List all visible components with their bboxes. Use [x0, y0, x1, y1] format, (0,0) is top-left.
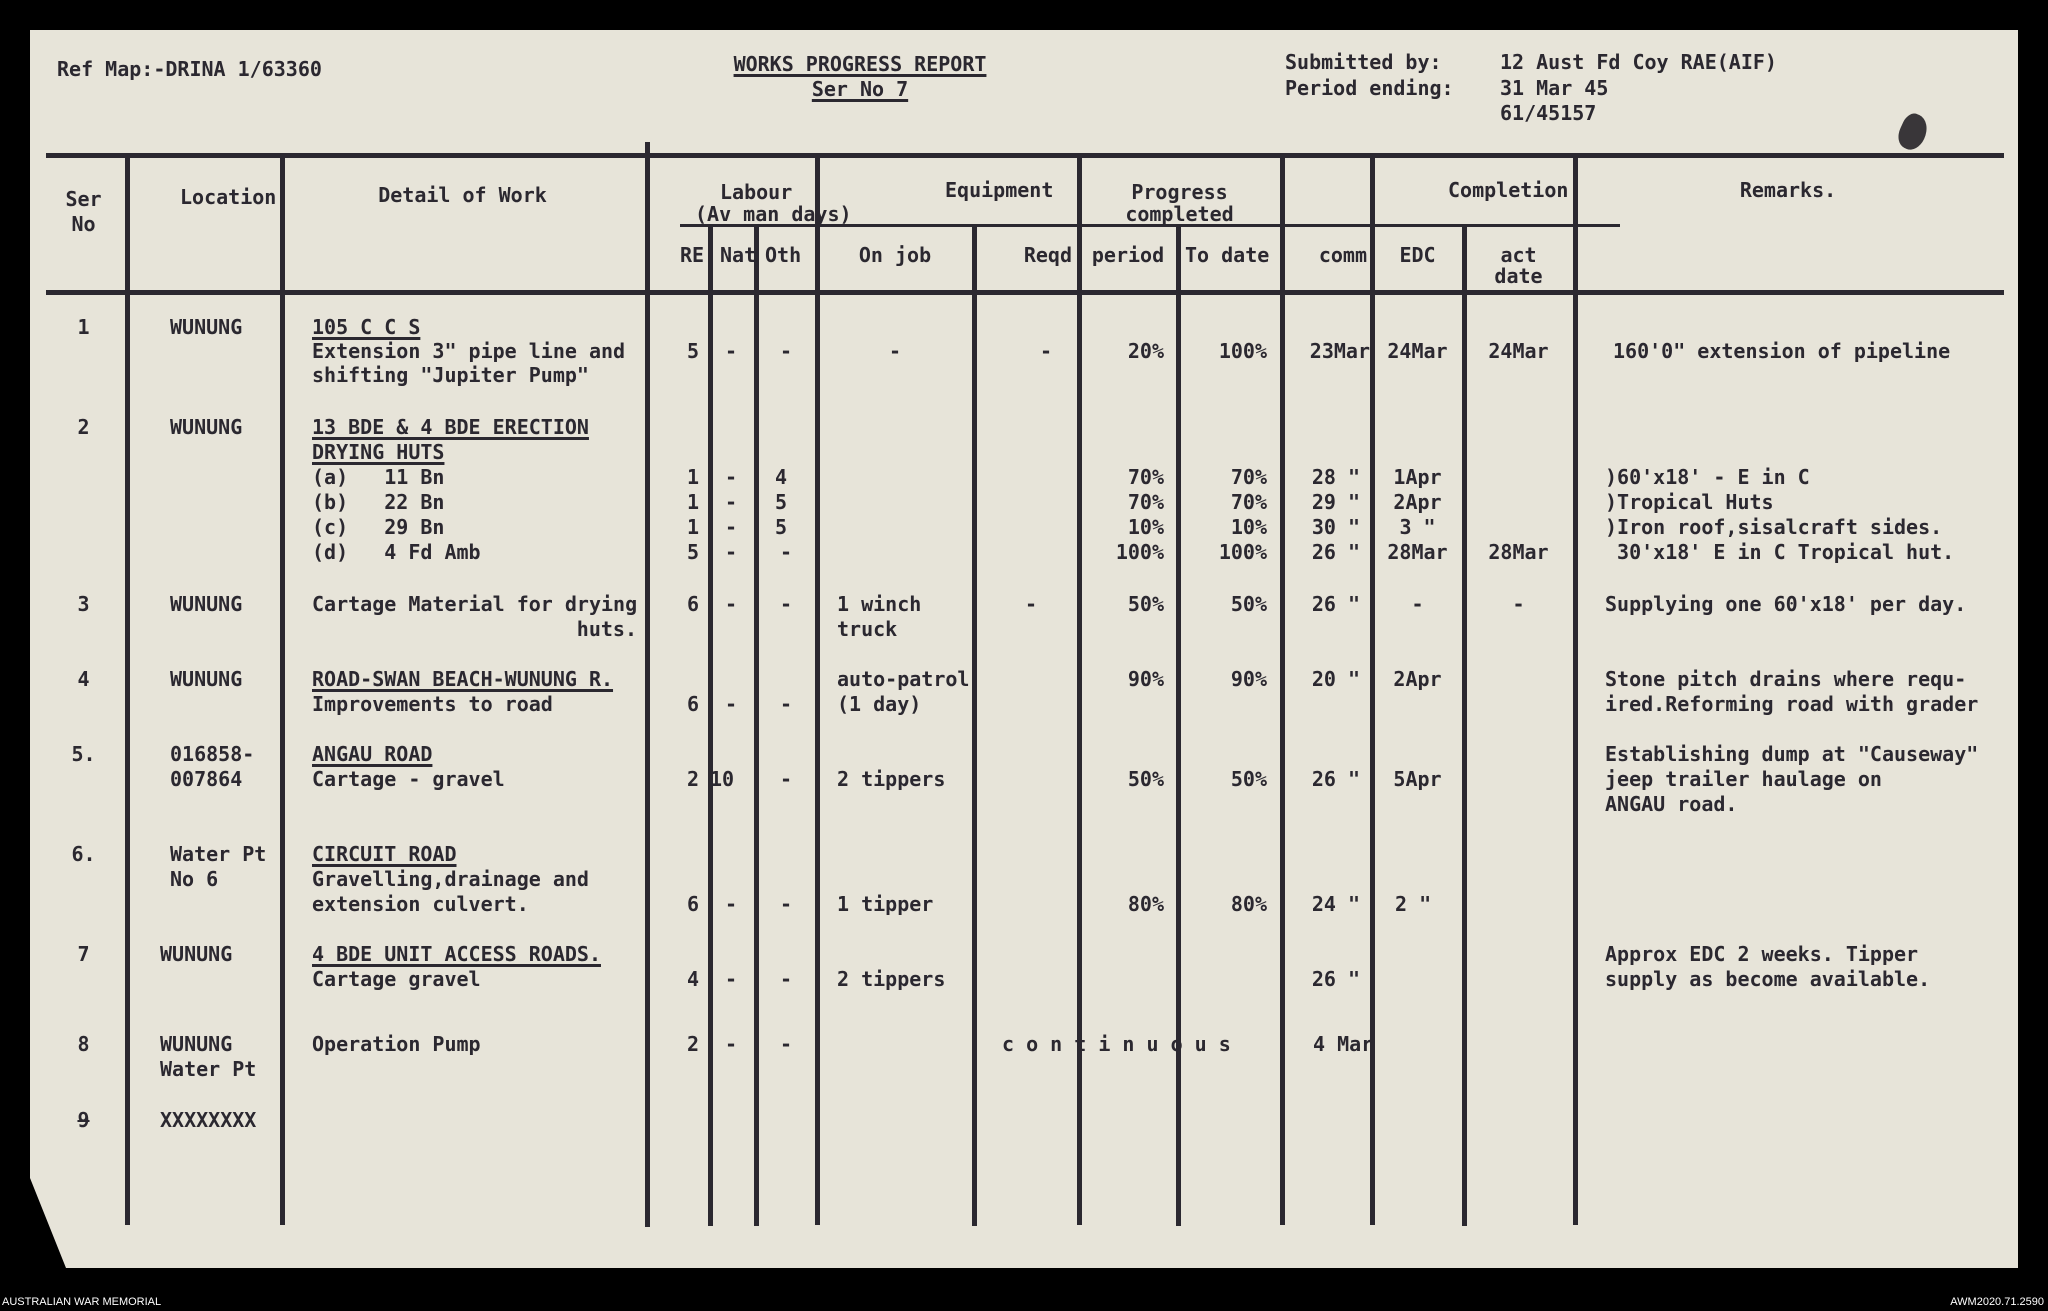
comm-value: 24 " — [1311, 892, 1360, 916]
todate-value: 50% — [1230, 767, 1267, 791]
period-value: 20% — [1127, 339, 1164, 363]
comm-value: 26 " — [1311, 592, 1360, 616]
comm-value: 23Mar — [1309, 339, 1370, 363]
col-period-header: period — [1091, 243, 1165, 267]
remark: ired.Reforming road with grader — [1605, 692, 1979, 716]
col-labour-header: (Av man days) — [695, 202, 852, 226]
detail-title: CIRCUIT ROAD — [312, 842, 457, 866]
col-rule — [280, 155, 285, 1225]
oth-value: - — [780, 339, 793, 363]
detail-line: Improvements to road — [312, 692, 553, 716]
col-rule — [754, 226, 759, 1226]
onjob-value: (1 day) — [837, 692, 922, 716]
col-completion-header: Completion — [1448, 178, 1569, 202]
oth-value: 5 — [775, 515, 788, 539]
ref-map: Ref Map:-DRINA 1/63360 — [57, 57, 322, 81]
detail-line: shifting "Jupiter Pump" — [312, 363, 589, 387]
remark: )60'x18' - E in C — [1605, 465, 1810, 489]
remark: )Tropical Huts — [1605, 490, 1774, 514]
location: WUNUNG — [160, 1032, 233, 1056]
onjob-value: - — [888, 339, 902, 363]
period-value: 100% — [1115, 540, 1164, 564]
todate-value: 10% — [1230, 515, 1267, 539]
nat-value: - — [725, 540, 738, 564]
todate-value: 70% — [1230, 490, 1267, 514]
oth-value: - — [780, 767, 793, 791]
detail-line: Operation Pump — [312, 1032, 481, 1056]
oth-value: - — [780, 892, 793, 916]
col-ser-header: No — [71, 212, 96, 236]
nat-value: - — [725, 339, 738, 363]
location: WUNUNG — [170, 315, 243, 339]
reqd-value: - — [1025, 592, 1038, 616]
remark: 160'0" extension of pipeline — [1613, 339, 1951, 363]
detail-line: Cartage Material for drying — [312, 592, 638, 616]
submitted-label: Submitted by: — [1285, 50, 1442, 74]
re-value: 2 — [687, 767, 700, 791]
location: Water Pt — [160, 1057, 257, 1081]
report-serial: Ser No 7 — [811, 77, 909, 101]
remark: Stone pitch drains where requ- — [1605, 667, 1967, 691]
oth-value: - — [780, 967, 793, 991]
location: 007864 — [170, 767, 243, 791]
col-rule — [645, 142, 650, 1227]
location: WUNUNG — [170, 415, 243, 439]
table-top-rule — [46, 153, 2004, 158]
oth-value: 5 — [775, 490, 788, 514]
ser-no: 1 — [77, 315, 90, 339]
ser-no: 4 — [77, 667, 90, 691]
ser-no: 8 — [77, 1032, 90, 1056]
detail-line: Extension 3" pipe line and — [312, 339, 626, 363]
folded-corner — [30, 1178, 66, 1268]
re-value: 5 — [687, 540, 700, 564]
edc-value: 24Mar — [1387, 339, 1448, 363]
submitted-value: 12 Aust Fd Coy RAE(AIF) — [1500, 50, 1777, 74]
header-bottom-rule — [46, 290, 2004, 295]
location: No 6 — [170, 867, 219, 891]
period-value: 90% — [1127, 667, 1164, 691]
period-value: 10% — [1127, 515, 1164, 539]
remark: 30'x18' E in C Tropical hut. — [1605, 540, 1955, 564]
nat-value: - — [725, 515, 738, 539]
oth-value: - — [780, 1032, 793, 1056]
todate-value: 80% — [1230, 892, 1267, 916]
comm-value: 28 " — [1311, 465, 1360, 489]
period-value: 31 Mar 45 — [1500, 76, 1609, 100]
todate-value: 90% — [1230, 667, 1267, 691]
remark: supply as become available. — [1605, 967, 1931, 991]
detail-line: extension culvert. — [312, 892, 529, 916]
oth-value: - — [780, 540, 793, 564]
remark: jeep trailer haulage on — [1605, 767, 1882, 791]
edc-value: - — [1411, 592, 1424, 616]
oth-value: - — [780, 692, 793, 716]
col-re-header: RE — [680, 243, 705, 267]
footer-accession: AWM2020.71.2590 — [1950, 1296, 2044, 1308]
location: WUNUNG — [170, 592, 243, 616]
comm-value: 20 " — [1311, 667, 1360, 691]
col-rule — [1573, 155, 1578, 1225]
period-value: 50% — [1127, 592, 1164, 616]
location: Water Pt — [170, 842, 267, 866]
ser-no: 5. — [71, 742, 96, 766]
col-rule — [125, 155, 130, 1225]
edc-value: 2Apr — [1393, 490, 1442, 514]
col-todate-header: To date — [1185, 243, 1270, 267]
ser-no: 9 — [77, 1108, 90, 1132]
re-value: 6 — [687, 692, 700, 716]
nat-value: - — [725, 692, 738, 716]
remark: ANGAU road. — [1605, 792, 1738, 816]
act-value: 28Mar — [1488, 540, 1549, 564]
ser-no: 6. — [71, 842, 96, 866]
col-ser-header: Ser — [65, 187, 102, 211]
comm-value: 29 " — [1311, 490, 1360, 514]
onjob-value: truck — [837, 617, 898, 641]
comm-value: 4 Mar — [1313, 1032, 1374, 1056]
location: WUNUNG — [170, 667, 243, 691]
nat-value: - — [725, 465, 738, 489]
continuous-note: c o n t i n u o u s — [1002, 1032, 1231, 1056]
col-rule — [815, 155, 820, 1225]
col-edc-header: EDC — [1399, 243, 1436, 267]
ser-no: 3 — [77, 592, 90, 616]
re-value: 1 — [687, 515, 700, 539]
ser-no: 7 — [77, 942, 90, 966]
detail-line: Cartage gravel — [312, 967, 481, 991]
col-progress-header: Progress — [1131, 180, 1228, 204]
re-value: 6 — [687, 892, 700, 916]
re-value: 5 — [687, 339, 700, 363]
col-remarks-header: Remarks. — [1739, 178, 1837, 202]
onjob-value: 1 winch — [837, 592, 922, 616]
col-act-header: act — [1500, 243, 1537, 267]
location: WUNUNG — [160, 942, 233, 966]
nat-value: - — [725, 967, 738, 991]
edc-value: 1Apr — [1393, 465, 1442, 489]
onjob-value: 1 tipper — [837, 892, 934, 916]
file-number: 61/45157 — [1500, 101, 1597, 125]
location: 016858- — [170, 742, 255, 766]
remark: Supplying one 60'x18' per day. — [1605, 592, 1967, 616]
nat-value: - — [725, 892, 738, 916]
nat-value: - — [725, 592, 738, 616]
ser-no: 2 — [77, 415, 90, 439]
todate-value: 70% — [1230, 465, 1267, 489]
col-location-header: Location — [180, 185, 277, 209]
col-rule — [1176, 226, 1181, 1226]
edc-value: 3 " — [1399, 515, 1436, 539]
nat-value: 10 — [710, 767, 735, 791]
todate-value: 100% — [1218, 540, 1267, 564]
edc-value: 5Apr — [1393, 767, 1442, 791]
comm-value: 26 " — [1311, 967, 1360, 991]
col-progress-header: completed — [1125, 202, 1234, 226]
remark: Approx EDC 2 weeks. Tipper — [1605, 942, 1919, 966]
col-nat-header: Nat — [720, 243, 757, 267]
comm-value: 26 " — [1311, 767, 1360, 791]
period-value: 50% — [1127, 767, 1164, 791]
detail-title: ANGAU ROAD — [312, 742, 433, 766]
col-reqd-header: Reqd — [1023, 243, 1072, 267]
onjob-value: auto-patrol — [837, 667, 970, 691]
location-struck: XXXXXXXX — [160, 1108, 257, 1132]
ink-smudge — [1894, 110, 1933, 154]
onjob-value: 2 tippers — [837, 967, 946, 991]
col-labour-header: Labour — [720, 180, 793, 204]
col-oth-header: Oth — [765, 243, 802, 267]
col-rule — [708, 226, 713, 1226]
sub-item: (b) 22 Bn — [312, 490, 445, 514]
detail-line: huts. — [576, 617, 637, 641]
sub-item: (a) 11 Bn — [312, 465, 445, 489]
col-comm-header: comm — [1318, 243, 1367, 267]
detail-title: 4 BDE UNIT ACCESS ROADS. — [312, 942, 601, 966]
col-rule — [972, 226, 977, 1226]
re-value: 4 — [687, 967, 700, 991]
detail-title: DRYING HUTS — [312, 440, 445, 464]
re-value: 2 — [687, 1032, 700, 1056]
re-value: 6 — [687, 592, 700, 616]
edc-value: 28Mar — [1387, 540, 1448, 564]
detail-line: Cartage - gravel — [312, 767, 505, 791]
edc-value: 2 " — [1395, 892, 1432, 916]
detail-title: 105 C C S — [312, 315, 421, 339]
oth-value: 4 — [775, 465, 788, 489]
reqd-value: - — [1039, 339, 1052, 363]
nat-value: - — [725, 1032, 738, 1056]
comm-value: 30 " — [1311, 515, 1360, 539]
period-value: 70% — [1127, 490, 1164, 514]
remark: )Iron roof,sisalcraft sides. — [1605, 515, 1943, 539]
period-label: Period ending: — [1285, 76, 1454, 100]
re-value: 1 — [687, 490, 700, 514]
col-equipment-header: Equipment — [945, 178, 1054, 202]
document-sheet — [30, 30, 2018, 1268]
col-detail-header: Detail of Work — [378, 183, 547, 207]
todate-value: 50% — [1230, 592, 1267, 616]
comm-value: 26 " — [1311, 540, 1360, 564]
act-value: 24Mar — [1488, 339, 1549, 363]
todate-value: 100% — [1218, 339, 1267, 363]
col-rule — [1462, 226, 1467, 1226]
sub-item: (d) 4 Fd Amb — [312, 540, 481, 564]
footer-institution: AUSTRALIAN WAR MEMORIAL — [2, 1296, 162, 1308]
remark: Establishing dump at "Causeway" — [1605, 742, 1979, 766]
col-act-header: date — [1494, 264, 1543, 288]
detail-line: Gravelling,drainage and — [312, 867, 589, 891]
re-value: 1 — [687, 465, 700, 489]
period-value: 80% — [1127, 892, 1164, 916]
onjob-value: 2 tippers — [837, 767, 946, 791]
col-onjob-header: On job — [858, 243, 932, 267]
edc-value: 2Apr — [1393, 667, 1442, 691]
period-value: 70% — [1127, 465, 1164, 489]
nat-value: - — [725, 490, 738, 514]
oth-value: - — [780, 592, 793, 616]
report-title: WORKS PROGRESS REPORT — [733, 52, 987, 76]
detail-title: 13 BDE & 4 BDE ERECTION — [312, 415, 589, 439]
sub-item: (c) 29 Bn — [312, 515, 445, 539]
detail-title: ROAD-SWAN BEACH-WUNUNG R. — [312, 667, 614, 691]
act-value: - — [1512, 592, 1525, 616]
